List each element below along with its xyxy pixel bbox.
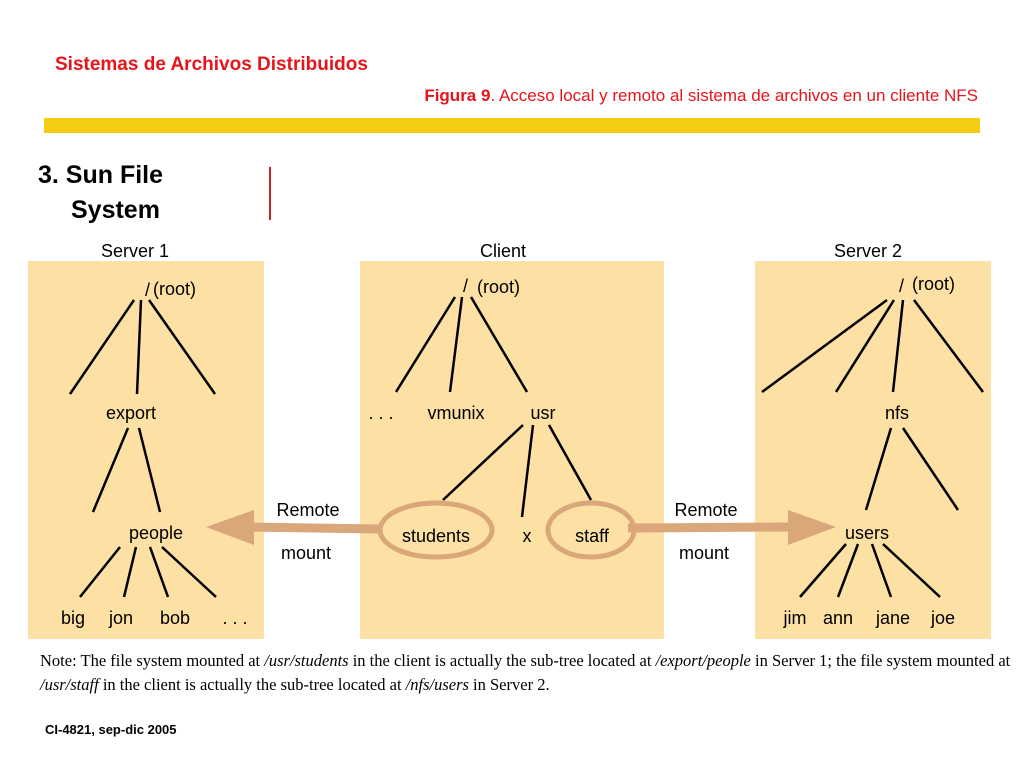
remote-mount-right-line2: mount [678,543,730,563]
note-text-1: Note: The file system mounted at [40,651,265,670]
section-heading-line1: 3. Sun File [38,161,164,189]
note-path-usr-students: /usr/students [264,651,349,670]
server1-root-slash: / [145,280,151,300]
server1-root-label: (root) [153,279,197,299]
client-students: students [401,526,471,546]
note-text-2: in the client is actually the sub-tree located at [348,651,656,670]
server1-leaf-jon: jon [108,608,134,628]
server2-leaf-joe: joe [930,608,956,628]
figure-caption-text: . Acceso local y remoto al sistema de archivos en un cliente NFS [490,86,978,105]
note-path-export-people: /export/people [655,651,751,670]
note-path-usr-staff: /usr/staff [40,675,99,694]
note-paragraph [40,649,1015,697]
client-child-more: . . . [368,403,394,423]
slide-title: Sistemas de Archivos Distribuidos [55,54,368,75]
client-panel [360,261,664,639]
remote-mount-left-line2: mount [280,543,332,563]
note-path-nfs-users: /nfs/users [405,675,469,694]
server1-leaf-bob: bob [159,608,191,628]
server2-panel [755,261,991,639]
server2-leaf-jane: jane [875,608,911,628]
client-title: Client [479,241,527,261]
note-text-4: in the client is actually the sub-tree located at [98,675,406,694]
server1-panel [28,261,264,639]
note-text-5: in Server 2. [468,675,550,694]
server2-root-label: (root) [912,274,956,294]
server1-leaf-big: big [60,608,86,628]
client-child-usr: usr [530,403,556,423]
server1-title: Server 1 [100,241,170,261]
server2-nfs: nfs [884,403,910,423]
remote-mount-left-line1: Remote [276,500,340,520]
note-text-3: in Server 1; the file system mounted at [750,651,1011,670]
section-heading-line2: System [71,196,160,224]
server2-leaf-ann: ann [822,608,854,628]
client-root-label: (root) [477,277,521,297]
client-child-vmunix: vmunix [427,403,485,423]
server1-leaf-more: . . . [222,608,248,628]
server2-title: Server 2 [833,241,903,261]
server2-leaf-jim: jim [783,608,807,628]
client-x: x [522,526,532,546]
client-staff: staff [575,526,609,546]
server2-root-slash: / [899,276,905,296]
server1-export: export [105,403,157,423]
client-root-slash: / [463,276,469,296]
figure-label: Figura 9 [424,86,491,105]
server1-people: people [128,523,184,543]
footer-text: CI-4821, sep-dic 2005 [45,722,177,737]
remote-mount-right-line1: Remote [674,500,738,520]
server2-users: users [844,523,890,543]
